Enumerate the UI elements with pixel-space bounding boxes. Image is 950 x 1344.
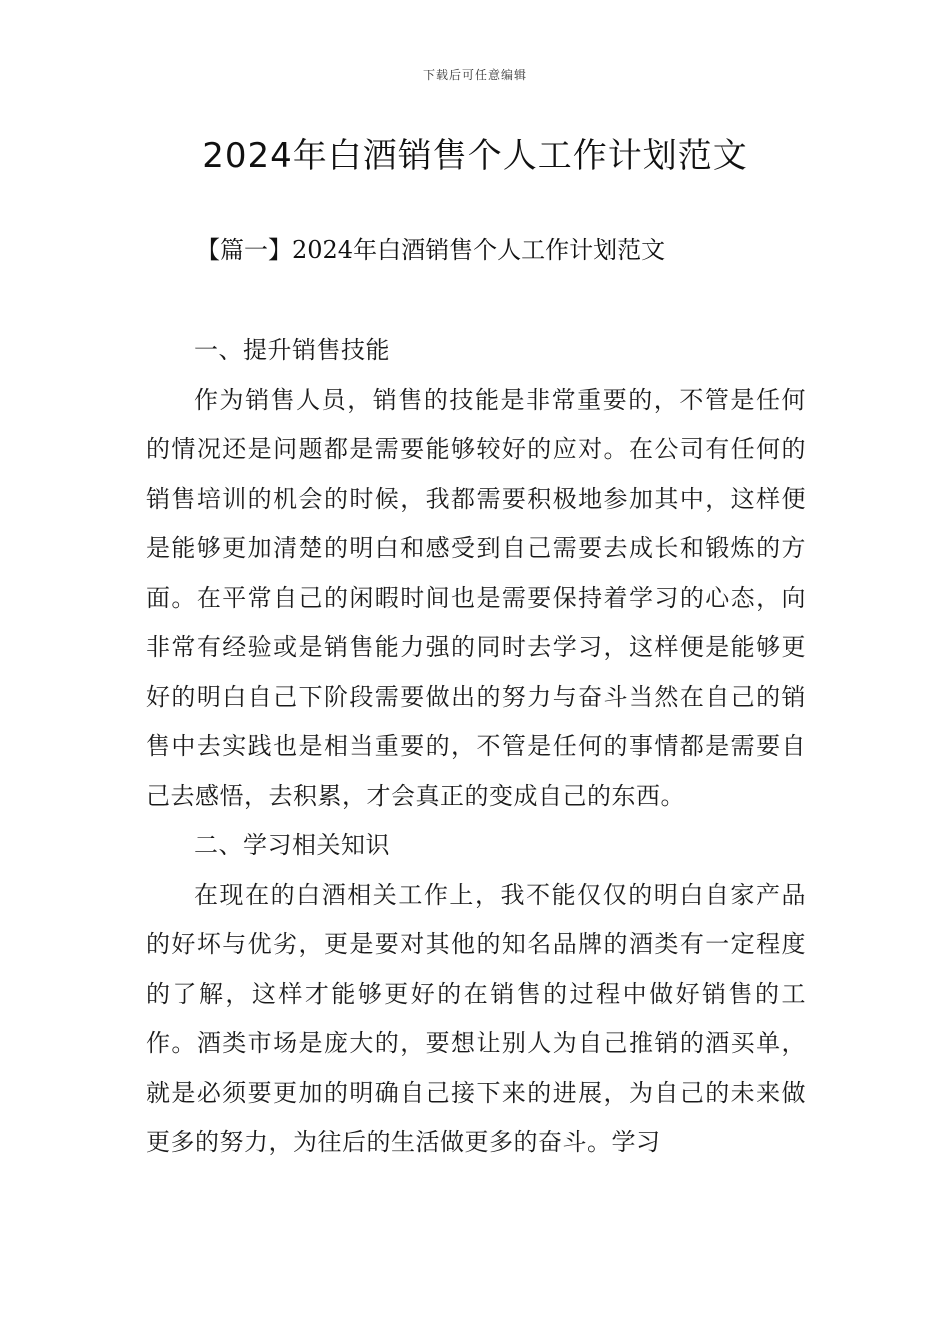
section-title: 【篇一】2024年白酒销售个人工作计划范文 xyxy=(196,236,666,264)
header-note: 下载后可任意编辑 xyxy=(422,68,527,82)
document-title: 2024年白酒销售个人工作计划范文 xyxy=(202,136,748,176)
heading-learn-related-knowledge: 二、学习相关知识 xyxy=(194,831,390,859)
heading-improve-sales-skills: 一、提升销售技能 xyxy=(194,336,390,364)
document-body xyxy=(146,326,806,1168)
paragraph-related-knowledge: 在现在的白酒相关工作上，我不能仅仅的明白自家产品的好坏与优劣，更是要对其他的知名品牌的酒类有一定程度的了解，这样才能够更好的在销售的过程中做好销售的工作。酒类市场是庞大的，要想让别人为自己推销的酒买单，就是必须要更加的明确自己接下来的进展，为自己的未来做更多的努力，为往后的生活做更多的奋斗。学习 xyxy=(146,880,806,1156)
paragraph-sales-skills: 作为销售人员，销售的技能是非常重要的，不管是任何的情况还是问题都是需要能够较好的应对。在公司有任何的销售培训的机会的时候，我都需要积极地参加其中，这样便是能够更加清楚的明白和感受到自己需要去成长和锻炼的方面。在平常自己的闲暇时间也是需要保持着学习的心态，向非常有经验或是销售能力强的同时去学习，这样便是能够更好的明白自己下阶段需要做出的努力与奋斗当然在自己的销售中去实践也是相当重要的，不管是任何的事情都是需要自己去感悟，去积累，才会真正的变成自己的东西。 xyxy=(146,385,806,810)
